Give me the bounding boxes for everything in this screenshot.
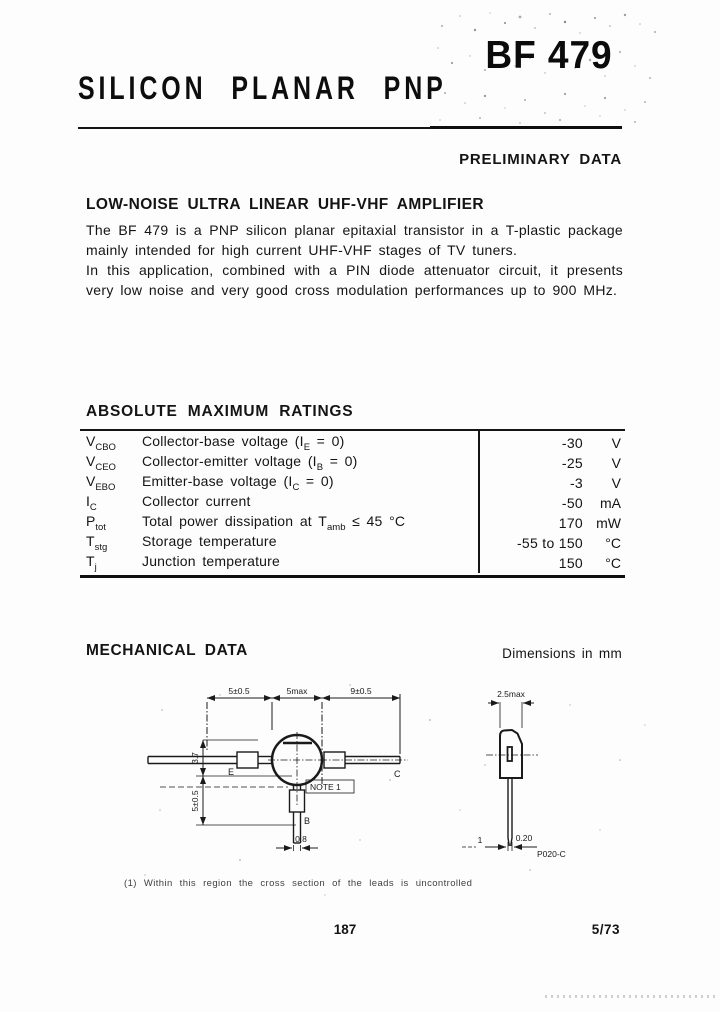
dim-lead-width-label: 0.8 bbox=[295, 834, 307, 844]
base-label: B bbox=[304, 816, 311, 826]
dim-body-label: 5max bbox=[286, 686, 308, 696]
description-paragraph-1: The BF 479 is a PNP silicon planar epitaxial transistor in a T-plastic package mainly intended for high current UHF-VHF stages of TV tuners. bbox=[86, 222, 623, 258]
table-row bbox=[80, 433, 625, 453]
part-number: BF 479 bbox=[485, 34, 613, 77]
front-view bbox=[148, 694, 408, 851]
date-code: 5/73 bbox=[591, 922, 620, 937]
rating-symbol: $V_{CEO}$ bbox=[86, 453, 116, 473]
rating-description: Collector current bbox=[142, 493, 251, 510]
rating-unit: V bbox=[611, 475, 621, 491]
dim-height-upper-label: 3.7 bbox=[190, 752, 200, 764]
rating-description: Junction temperature bbox=[142, 553, 281, 570]
page-title: SILICON PLANAR PNP bbox=[78, 70, 447, 106]
rating-value: -25 bbox=[561, 455, 583, 471]
rating-value: 170 bbox=[558, 515, 583, 531]
description-heading: LOW-NOISE ULTRA LINEAR UHF-VHF AMPLIFIER bbox=[86, 196, 484, 213]
table-row bbox=[80, 493, 625, 513]
collector-lead bbox=[320, 752, 408, 768]
rating-symbol: $T_j$ bbox=[86, 553, 97, 573]
table-row bbox=[80, 453, 625, 473]
package-ref-label: P020-C bbox=[537, 849, 566, 859]
ratings-heading: ABSOLUTE MAXIMUM RATINGS bbox=[86, 403, 354, 420]
mechanical-footnote: (1) Within this region the cross section of the leads is uncontrolled bbox=[124, 878, 473, 889]
dim-thickness-label: 2.5max bbox=[497, 689, 525, 699]
rating-unit: °C bbox=[605, 535, 621, 551]
rating-unit: V bbox=[611, 455, 621, 471]
rating-description: Collector-base voltage $(I_E = 0)$ bbox=[142, 433, 345, 453]
dim-height-lower-label: 5±0.5 bbox=[190, 790, 200, 812]
emitter-lead bbox=[148, 752, 273, 768]
rating-symbol: $V_{EBO}$ bbox=[86, 473, 116, 493]
scan-noise-dots bbox=[144, 684, 646, 896]
mechanical-drawing bbox=[100, 670, 660, 905]
rating-value: -50 bbox=[561, 495, 583, 511]
table-row bbox=[80, 553, 625, 573]
rating-unit: V bbox=[611, 435, 621, 451]
rating-symbol: $I_C$ bbox=[86, 493, 97, 513]
table-row bbox=[80, 473, 625, 493]
rating-unit: mW bbox=[596, 515, 621, 531]
note-1-label: NOTE 1 bbox=[310, 782, 341, 792]
dim-lead-thickness-label: 0.20 bbox=[515, 833, 533, 843]
rating-value: 150 bbox=[558, 555, 583, 571]
rating-symbol: $P_{tot}$ bbox=[86, 513, 106, 533]
ratings-table bbox=[80, 429, 625, 578]
description-paragraph-2: In this application, combined with a PIN diode attenuator circuit, it presents very low noise and very good cross modulation performances up to 900 MHz. bbox=[86, 262, 623, 298]
rating-unit: °C bbox=[605, 555, 621, 571]
status-label: PRELIMINARY DATA bbox=[459, 151, 622, 168]
rating-symbol: $T_{stg}$ bbox=[86, 533, 108, 553]
table-column-divider bbox=[478, 431, 480, 573]
dim-left-lead-label: 5±0.5 bbox=[228, 686, 250, 696]
package-slot bbox=[508, 747, 513, 761]
rating-description: Storage temperature bbox=[142, 533, 277, 550]
dimensions-note: Dimensions in mm bbox=[502, 646, 622, 661]
table-row bbox=[80, 513, 625, 533]
rating-symbol: $V_{CBO}$ bbox=[86, 433, 116, 453]
rating-value: -3 bbox=[569, 475, 583, 491]
side-lead bbox=[508, 778, 512, 846]
rating-description: Total power dissipation at $T_{amb} \le 45$ °C bbox=[142, 513, 406, 533]
table-row bbox=[80, 533, 625, 553]
rating-value: -30 bbox=[561, 435, 583, 451]
rating-value: -55 to 150 bbox=[516, 535, 583, 551]
rating-description: Emitter-base voltage $(I_C = 0)$ bbox=[142, 473, 334, 493]
mechanical-heading: MECHANICAL DATA bbox=[86, 642, 248, 659]
collector-label: C bbox=[394, 769, 401, 779]
package-side-outline bbox=[500, 730, 522, 778]
emitter-label: E bbox=[228, 767, 235, 777]
dim-right-lead-label: 9±0.5 bbox=[350, 686, 372, 696]
side-view bbox=[462, 702, 538, 851]
rating-unit: mA bbox=[600, 495, 621, 511]
page-number: 187 bbox=[333, 922, 357, 937]
header-rule-right bbox=[430, 126, 622, 129]
header-rule-left bbox=[78, 127, 434, 129]
description-paragraphs bbox=[86, 220, 623, 300]
rating-description: Collector-emitter voltage $(I_B = 0)$ bbox=[142, 453, 358, 473]
scan-artifact-strip bbox=[545, 995, 717, 998]
dim-offset-label: 1 bbox=[477, 835, 483, 845]
